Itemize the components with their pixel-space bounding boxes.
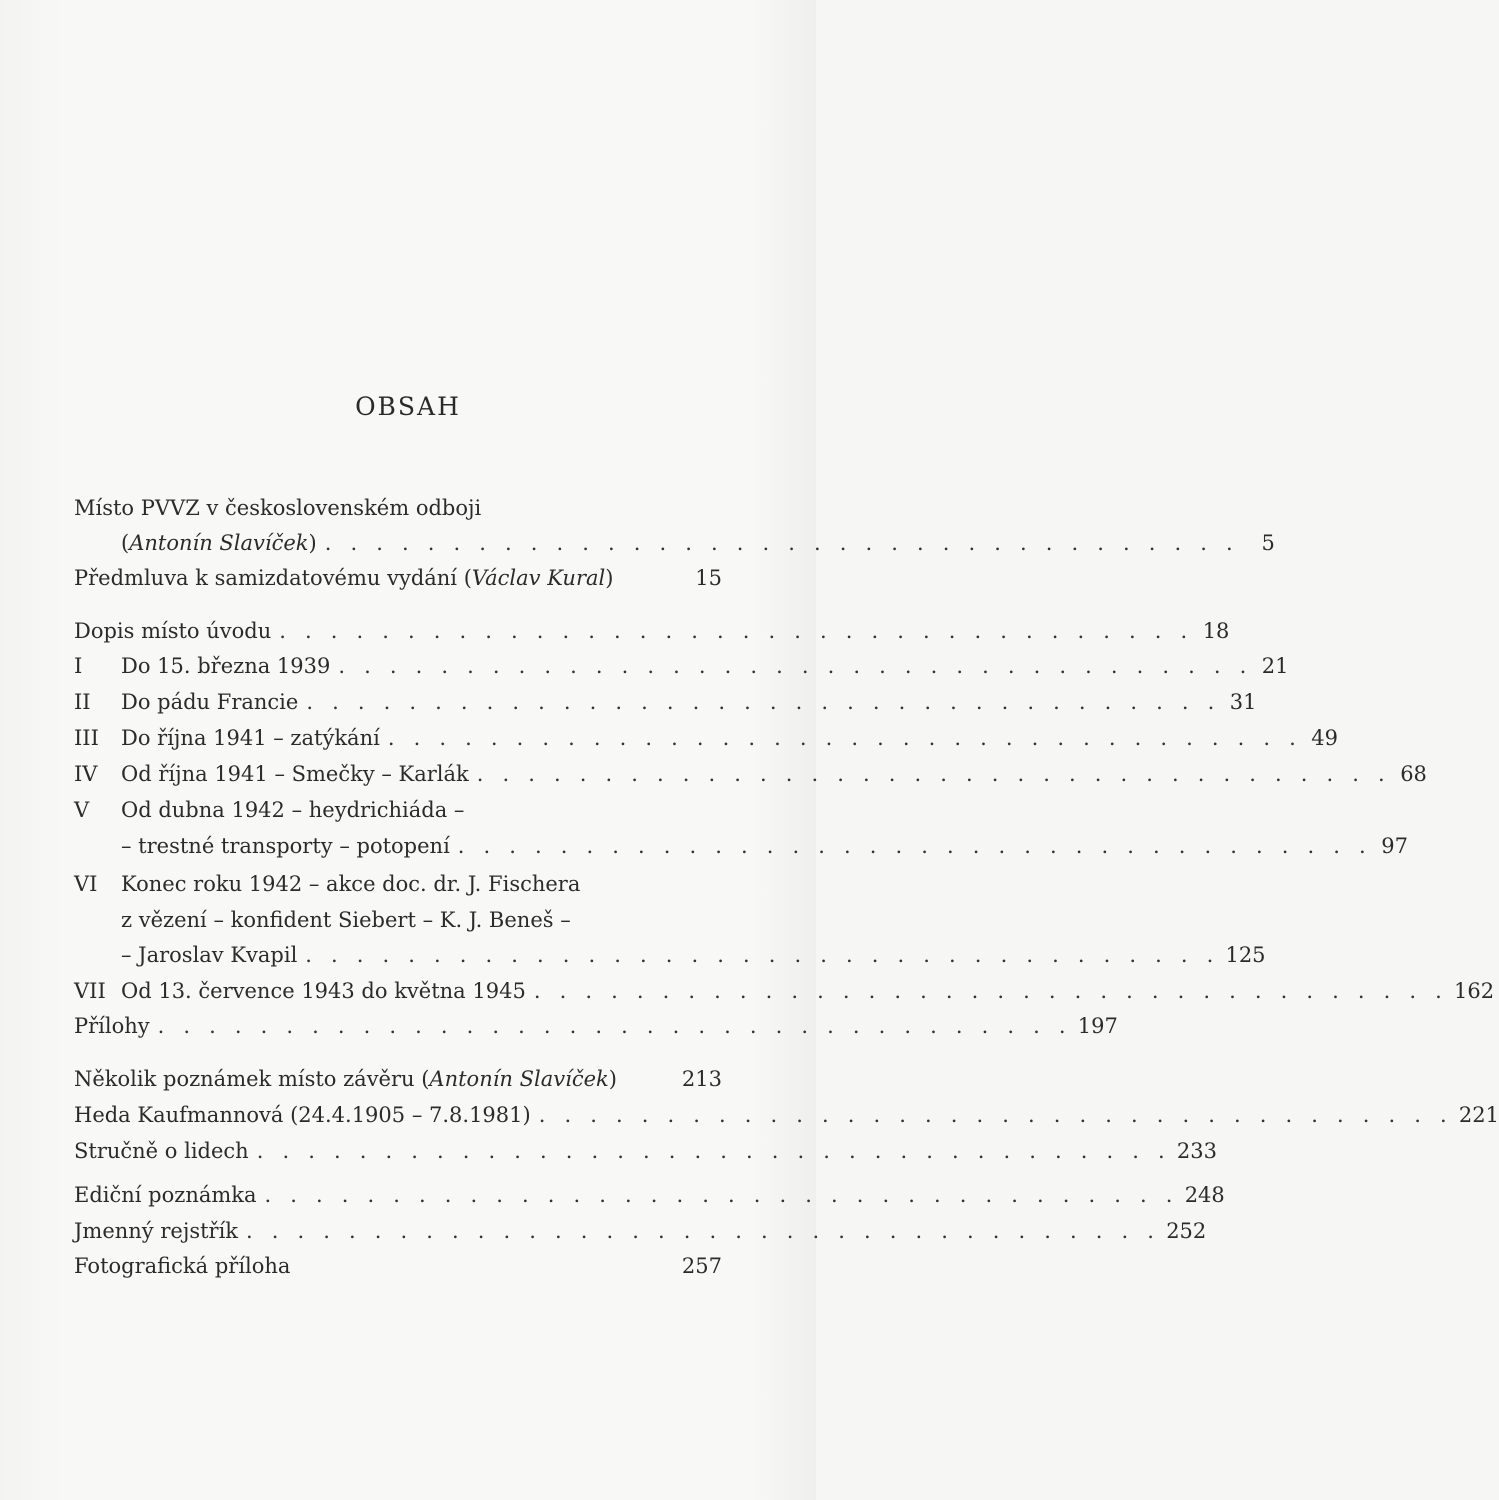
toc-leader-dots: . . . . . . . . . . . . . . . . . . . . . . . . . . . . . . . . . . . . bbox=[476, 762, 1391, 786]
toc-leader-dots: . . . . . . . . . . . . . . . . . . . . . . . . . . . . . . . . . . . . bbox=[538, 1103, 1453, 1127]
toc-entry[interactable] bbox=[74, 525, 1275, 561]
toc-leader-dots: . . . . . . . . . . . . . . . . . . . . . . . . . . . . . . . . . . . . bbox=[338, 654, 1253, 678]
toc-entry[interactable] bbox=[74, 1008, 1118, 1044]
toc-entry[interactable] bbox=[74, 720, 1338, 756]
toc-entry-author: Antonín Slavíček bbox=[429, 1067, 609, 1091]
chapter-number: VII bbox=[74, 979, 106, 1003]
toc-entry[interactable] bbox=[74, 1248, 722, 1284]
toc-page-number: 162 bbox=[1453, 979, 1495, 1003]
toc-entry[interactable] bbox=[74, 1061, 722, 1097]
toc-entry[interactable] bbox=[74, 1097, 1499, 1133]
toc-entry-text: Od 13. července 1943 do května 1945 bbox=[121, 979, 526, 1003]
toc-entry-text: Stručně o lidech bbox=[74, 1139, 249, 1163]
toc-entry-author: Antonín Slavíček bbox=[129, 531, 309, 555]
toc-entry-text: z vězení – konfident Siebert – K. J. Beneš – bbox=[121, 908, 571, 932]
toc-entry-text: Od dubna 1942 – heydrichiáda – bbox=[121, 798, 465, 822]
toc-entry-text: Heda Kaufmannová (24.4.1905 – 7.8.1981) bbox=[74, 1103, 531, 1127]
toc-entry[interactable] bbox=[74, 1177, 1225, 1213]
toc-leader-dots: . . . . . . . . . . . . . . . . . . . . . . . . . . . . . . . . . . . . bbox=[264, 1183, 1179, 1207]
toc-page-number: 257 bbox=[681, 1254, 722, 1278]
toc-entry-text: Dopis místo úvodu bbox=[74, 619, 272, 643]
toc-entry[interactable] bbox=[74, 648, 1289, 684]
toc-page-number: 197 bbox=[1077, 1014, 1118, 1038]
toc-entry-continuation[interactable] bbox=[74, 937, 1266, 973]
chapter-number: VI bbox=[74, 872, 98, 896]
toc-entry-title-line bbox=[74, 490, 722, 526]
toc-leader-dots: . . . . . . . . . . . . . . . . . . . . . . . . . . . . . . . . . . . . bbox=[256, 1139, 1171, 1163]
toc-page-number: 49 bbox=[1311, 726, 1338, 750]
toc-entry-text: Do pádu Francie bbox=[121, 690, 299, 714]
toc-leader-dots: . . . . . . . . . . . . . . . . . . . . . . . . . . . . . . . . . . . . bbox=[279, 619, 1194, 643]
toc-leader-dots: . . . . . . . . . . . . . . . . . . . . . . . . . . . . . . . . . . . . bbox=[533, 979, 1448, 1003]
toc-entry-text: – trestné transporty – potopení bbox=[121, 834, 450, 858]
toc-leader-dots: . . . . . . . . . . . . . . . . . . . . . . . . . . . . . . . . . . . . bbox=[305, 943, 1220, 967]
toc-entry[interactable] bbox=[74, 684, 1257, 720]
toc-entry-text: Do října 1941 – zatýkání bbox=[121, 726, 380, 750]
chapter-number: IV bbox=[74, 762, 98, 786]
toc-entry-text: Ediční poznámka bbox=[74, 1183, 257, 1207]
toc-leader-dots: . . . . . . . . . . . . . . . . . . . . . . . . . . . . . . . . . . . . bbox=[457, 834, 1372, 858]
chapter-number: I bbox=[74, 654, 83, 678]
toc-entry-continuation bbox=[74, 902, 722, 938]
toc-page-number: 125 bbox=[1225, 943, 1266, 967]
toc-entry-continuation[interactable] bbox=[74, 828, 1408, 864]
toc-entry-text: (Antonín Slavíček) bbox=[121, 531, 317, 555]
chapter-number: III bbox=[74, 726, 99, 750]
chapter-number: II bbox=[74, 690, 91, 714]
toc-page-number: 31 bbox=[1229, 690, 1257, 714]
toc-leader-dots: . . . . . . . . . . . . . . . . . . . . . . . . . . . . . . . . . . . . bbox=[246, 1219, 1161, 1243]
toc-leader-dots: . . . . . . . . . . . . . . . . . . . . . . . . . . . . . . . . . . . . bbox=[157, 1014, 1072, 1038]
toc-page-number: 18 bbox=[1202, 619, 1230, 643]
toc-entry-text: Předmluva k samizdatovému vydání (Václav Kural) bbox=[74, 566, 614, 590]
chapter-number: V bbox=[74, 798, 90, 822]
toc-entry-author: Václav Kural bbox=[471, 566, 606, 590]
toc-leader-dots: . . . . . . . . . . . . . . . . . . . . . . . . . . . . . . . . . . . . bbox=[387, 726, 1302, 750]
toc-entry[interactable] bbox=[74, 792, 722, 828]
toc-entry-text: Několik poznámek místo závěru (Antonín Slavíček) bbox=[74, 1067, 617, 1091]
toc-page-number: 15 bbox=[695, 566, 722, 590]
toc-entry-text: Místo PVVZ v československém odboji bbox=[74, 496, 482, 520]
toc-page-number: 221 bbox=[1458, 1103, 1499, 1127]
toc-page-number: 97 bbox=[1381, 834, 1408, 858]
toc-entry[interactable] bbox=[74, 973, 1495, 1009]
page-title: OBSAH bbox=[355, 392, 461, 421]
toc-entry[interactable] bbox=[74, 756, 1427, 792]
toc-entry-text: Fotografická příloha bbox=[74, 1254, 291, 1278]
toc-entry-text: Od října 1941 – Smečky – Karlák bbox=[121, 762, 469, 786]
toc-page-number: 213 bbox=[681, 1067, 722, 1091]
toc-entry-text: Konec roku 1942 – akce doc. dr. J. Fischera bbox=[121, 872, 581, 896]
toc-entry-text: Do 15. března 1939 bbox=[121, 654, 331, 678]
toc-entry-text: Jmenný rejstřík bbox=[74, 1219, 239, 1243]
toc-page-number: 252 bbox=[1166, 1219, 1207, 1243]
toc-entry[interactable] bbox=[74, 1213, 1207, 1249]
toc-page-number: 233 bbox=[1176, 1139, 1217, 1163]
toc-entry[interactable] bbox=[74, 613, 1230, 649]
toc-entry[interactable] bbox=[74, 1133, 1217, 1169]
toc-entry-text: Přílohy bbox=[74, 1014, 150, 1038]
toc-page-number: 68 bbox=[1400, 762, 1427, 786]
toc-page-number: 5 bbox=[1261, 531, 1275, 555]
toc-entry[interactable] bbox=[74, 560, 722, 596]
toc-entry[interactable] bbox=[74, 866, 722, 902]
toc-leader-dots: . . . . . . . . . . . . . . . . . . . . . . . . . . . . . . . . . . . . bbox=[306, 690, 1221, 714]
toc-page-number: 21 bbox=[1261, 654, 1289, 678]
toc-entry-text: – Jaroslav Kvapil bbox=[121, 943, 298, 967]
toc-page-number: 248 bbox=[1184, 1183, 1225, 1207]
toc-leader-dots: . . . . . . . . . . . . . . . . . . . . . . . . . . . . . . . . . . . . bbox=[324, 531, 1239, 555]
